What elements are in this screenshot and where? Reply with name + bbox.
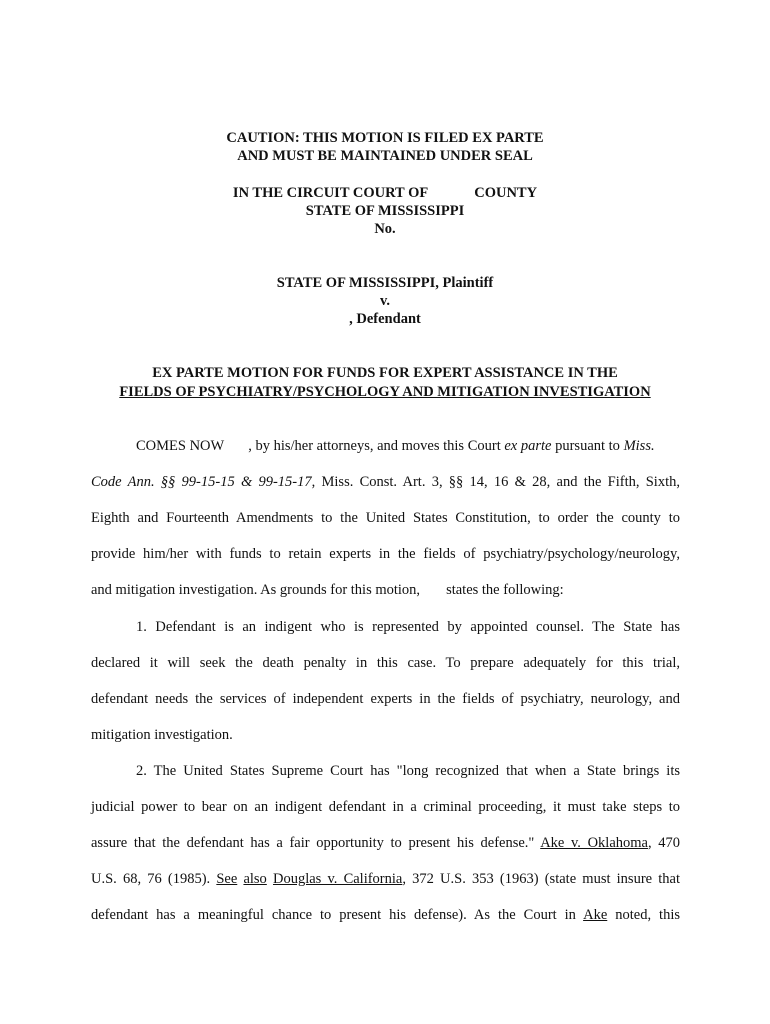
intro-line-5: [91, 581, 680, 599]
intro-line-3: Eighth and Fourteenth Amendments to the United States Constitution, to order the county to: [91, 510, 680, 526]
court-caption: [0, 184, 770, 238]
para2-line-5: [91, 906, 680, 924]
caution-notice: [0, 129, 770, 165]
para2-text-6: noted, this: [607, 907, 680, 923]
para1-line-4: mitigation investigation.: [91, 727, 233, 743]
case-ake: Ake: [583, 907, 608, 923]
intro-text-2: pursuant to: [551, 438, 624, 454]
intro-text-1: , by his/her attorneys, and moves this Court: [248, 438, 505, 454]
caution-line-2: AND MUST BE MAINTAINED UNDER SEAL: [237, 148, 533, 164]
intro-line-2: [91, 473, 680, 491]
case-number: No.: [374, 221, 396, 237]
county-label: COUNTY: [474, 185, 538, 201]
para2-text-1: assure that the defendant has a fair opportunity to present his defense.": [91, 835, 541, 851]
para1-line-1: 1. Defendant is an indigent who is represented by appointed counsel. The State has: [136, 619, 680, 635]
para1-line-2: declared it will seek the death penalty in this case. To prepare adequately for this trial,: [91, 655, 680, 671]
caution-line-1: CAUTION: THIS MOTION IS FILED EX PARTE: [226, 130, 544, 146]
intro-text-3: , Miss. Const. Art. 3, §§ 14, 16 & 28, and the Fifth, Sixth,: [311, 474, 680, 490]
court-name: IN THE CIRCUIT COURT OF: [232, 185, 429, 201]
motion-title-line-1: EX PARTE MOTION FOR FUNDS FOR EXPERT ASSISTANCE IN THE: [152, 365, 618, 381]
motion-title-line-2: FIELDS OF PSYCHIATRY/PSYCHOLOGY AND MITIGATION INVESTIGATION: [119, 384, 651, 400]
para2-text-4: , 372 U.S. 353 (1963) (state must insure that: [402, 871, 680, 887]
para2-text-2: , 470: [647, 835, 680, 851]
case-douglas-v-california: Douglas v. California: [272, 871, 403, 887]
para2-text-3: U.S. 68, 76 (1985).: [91, 871, 217, 887]
para2-text-5: defendant has a meaningful chance to present his defense). As the Court in: [91, 907, 584, 923]
para1-line-3: defendant needs the services of independent experts in the fields of psychiatry, neurology, and: [91, 691, 680, 707]
para2-line-3: [91, 834, 680, 852]
para2-line-4: [91, 870, 680, 888]
intro-text-4: and mitigation investigation. As grounds for this motion,: [91, 582, 421, 598]
intro-line-1: [136, 437, 725, 455]
versus: v.: [379, 293, 391, 309]
signal-also: also: [243, 871, 267, 887]
comes-now: COMES NOW: [136, 438, 225, 454]
ex-parte-italic: ex parte: [504, 438, 552, 454]
court-line-1: [0, 184, 770, 202]
case-ake-v-oklahoma: Ake v. Oklahoma: [540, 835, 648, 851]
para2-line-1: 2. The United States Supreme Court has "long recognized that when a State brings its: [136, 763, 680, 779]
court-state: STATE OF MISSISSIPPI: [305, 203, 465, 219]
intro-line-4: provide him/her with funds to retain experts in the fields of psychiatry/psychology/neurology,: [91, 546, 680, 562]
intro-text-5: states the following:: [446, 582, 564, 598]
defendant: , Defendant: [349, 311, 421, 327]
para2-line-2: judicial power to bear on an indigent defendant in a criminal proceeding, it must take steps to: [91, 799, 680, 815]
code-citation: Code Ann. §§ 99-15-15 & 99-15-17: [91, 474, 312, 490]
signal-see: See: [216, 871, 238, 887]
motion-title: [0, 364, 770, 402]
plaintiff: STATE OF MISSISSIPPI, Plaintiff: [276, 275, 494, 291]
parties-caption: [0, 274, 770, 328]
miss-italic: Miss.: [623, 438, 655, 454]
